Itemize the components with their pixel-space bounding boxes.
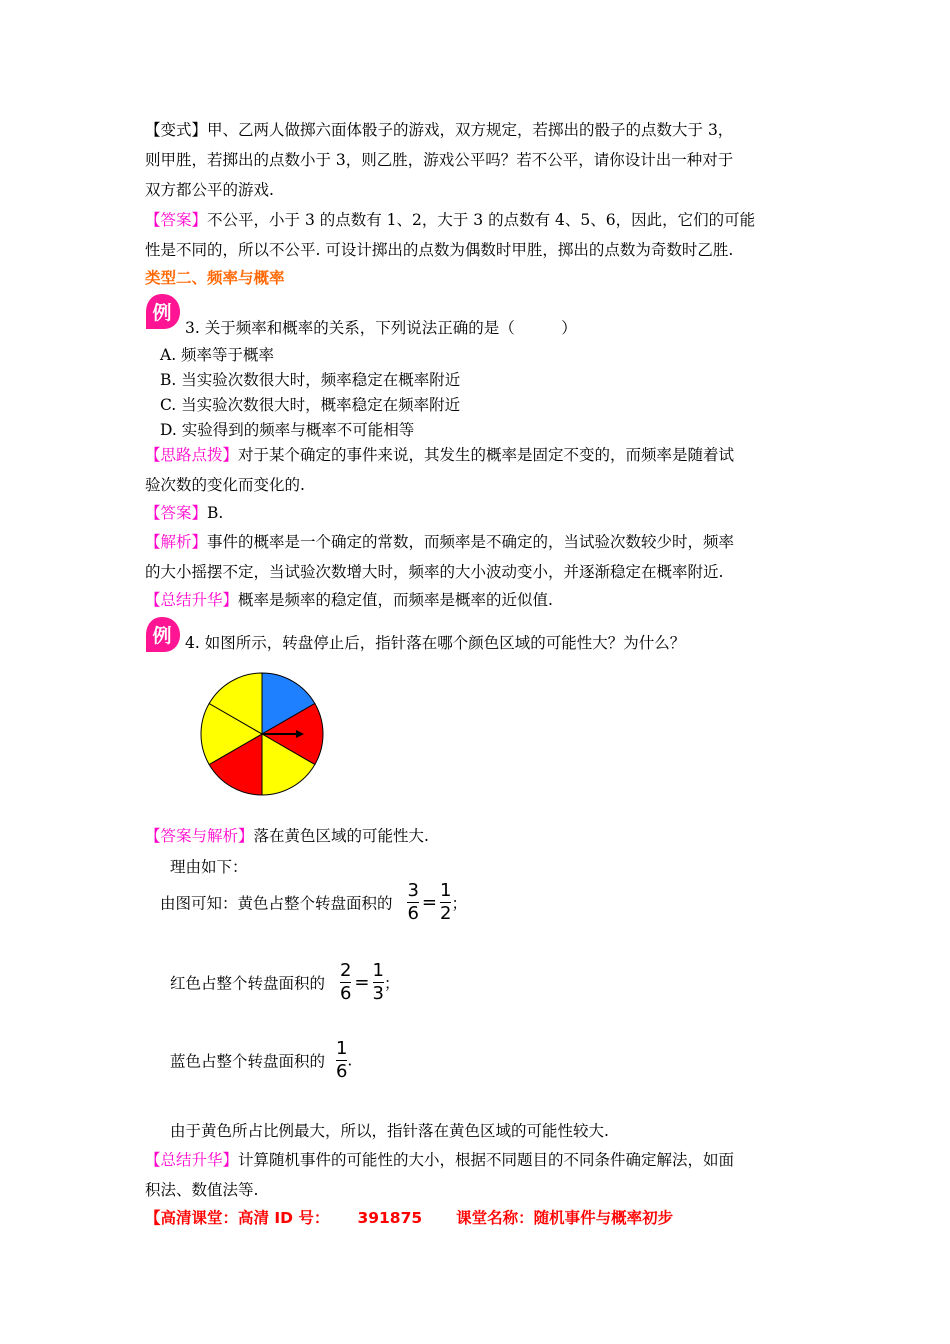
example-badge-icon <box>142 292 182 332</box>
q3-stem: 3. 关于频率和概率的关系，下列说法正确的是（ ） <box>185 319 577 337</box>
spinner-figure <box>198 670 326 798</box>
q4-conclusion: 由于黄色所占比例最大，所以，指针落在黄色区域的可能性较大. <box>170 1122 609 1140</box>
variant-line-1: 【变式】甲、乙两人做掷六面体骰子的游戏，双方规定，若掷出的骰子的点数大于 3， <box>145 121 734 139</box>
variant-tag: 【变式】 <box>145 121 208 139</box>
q4-answer: 【答案与解析】落在黄色区域的可能性大. <box>145 827 429 845</box>
fraction: $\frac{2}{6}$ <box>339 960 352 1004</box>
q4-reason: 理由如下： <box>170 858 248 876</box>
q3-hint-line-1: 【思路点拨】对于某个确定的事件来说，其发生的概率是固定不变的，而频率是随着试 <box>145 446 735 464</box>
variant-line-3: 双方都公平的游戏. <box>145 181 274 199</box>
q4-summary-line-1: 【总结升华】计算随机事件的可能性的大小，根据不同题目的不同条件确定解法，如面 <box>145 1151 735 1169</box>
fraction: $\frac{3}{6}$ <box>407 880 419 924</box>
variant-answer-line-2: 性是不同的，所以不公平. 可设计掷出的点数为偶数时甲胜，掷出的点数为奇数时乙胜. <box>145 241 734 259</box>
fraction: $\frac{1}{3}$ <box>372 960 384 1004</box>
footer-line: 【高清课堂：高清 ID 号： 391875 课堂名称：随机事件与概率初步 <box>145 1209 674 1227</box>
q3-hint-line-2: 验次数的变化而变化的. <box>145 476 305 494</box>
q3-analysis-line-1: 【解析】事件的概率是一个确定的常数，而频率是不确定的，当试验次数较少时，频率 <box>145 533 735 551</box>
section-heading: 类型二、频率与概率 <box>145 269 285 287</box>
badge-label: 例 <box>152 302 172 324</box>
q3-option-c: C. 当实验次数很大时，概率稳定在频率附近 <box>160 396 461 414</box>
q3-option-a: A. 频率等于概率 <box>160 346 275 364</box>
fraction: $\frac{1}{6}$ <box>335 1038 348 1082</box>
q3-analysis-line-2: 的大小摇摆不定，当试验次数增大时，频率的大小波动变小，并逐渐稳定在概率附近. <box>145 563 724 581</box>
q4-summary-line-2: 积法、数值法等. <box>145 1181 259 1199</box>
badge-label: 例 <box>152 625 172 647</box>
red-ratio-line: 红色占整个转盘面积的 $\frac{2}{6}$ = $\frac{1}{3}$ ； <box>170 960 400 1004</box>
q4-stem: 4. 如图所示，转盘停止后，指针落在哪个颜色区域的可能性大？为什么？ <box>185 634 686 652</box>
variant-answer-line-1: 【答案】不公平，小于 3 的点数有 1、2，大于 3 的点数有 4、5、6，因此，它们的可能 <box>145 211 756 229</box>
fraction: $\frac{1}{2}$ <box>440 880 452 924</box>
answer-tag: 【答案】 <box>145 211 208 229</box>
blue-ratio-line: 蓝色占整个转盘面积的 $\frac{1}{6}$ . <box>170 1038 353 1082</box>
example-badge-icon <box>142 615 182 655</box>
footer-id: 391875 <box>357 1209 423 1227</box>
yellow-ratio-line: 由图可知：黄色占整个转盘面积的 $\frac{3}{6}$ = $\frac{1}{2}$ ； <box>160 880 467 924</box>
q3-option-b: B. 当实验次数很大时，频率稳定在概率附近 <box>160 371 461 389</box>
variant-line-2: 则甲胜，若掷出的点数小于 3，则乙胜，游戏公平吗？若不公平，请你设计出一种对于 <box>145 151 734 169</box>
q3-summary: 【总结升华】概率是频率的稳定值，而频率是概率的近似值. <box>145 591 553 609</box>
q3-option-d: D. 实验得到的频率与概率不可能相等 <box>160 421 415 439</box>
q3-answer: 【答案】B. <box>145 504 224 522</box>
